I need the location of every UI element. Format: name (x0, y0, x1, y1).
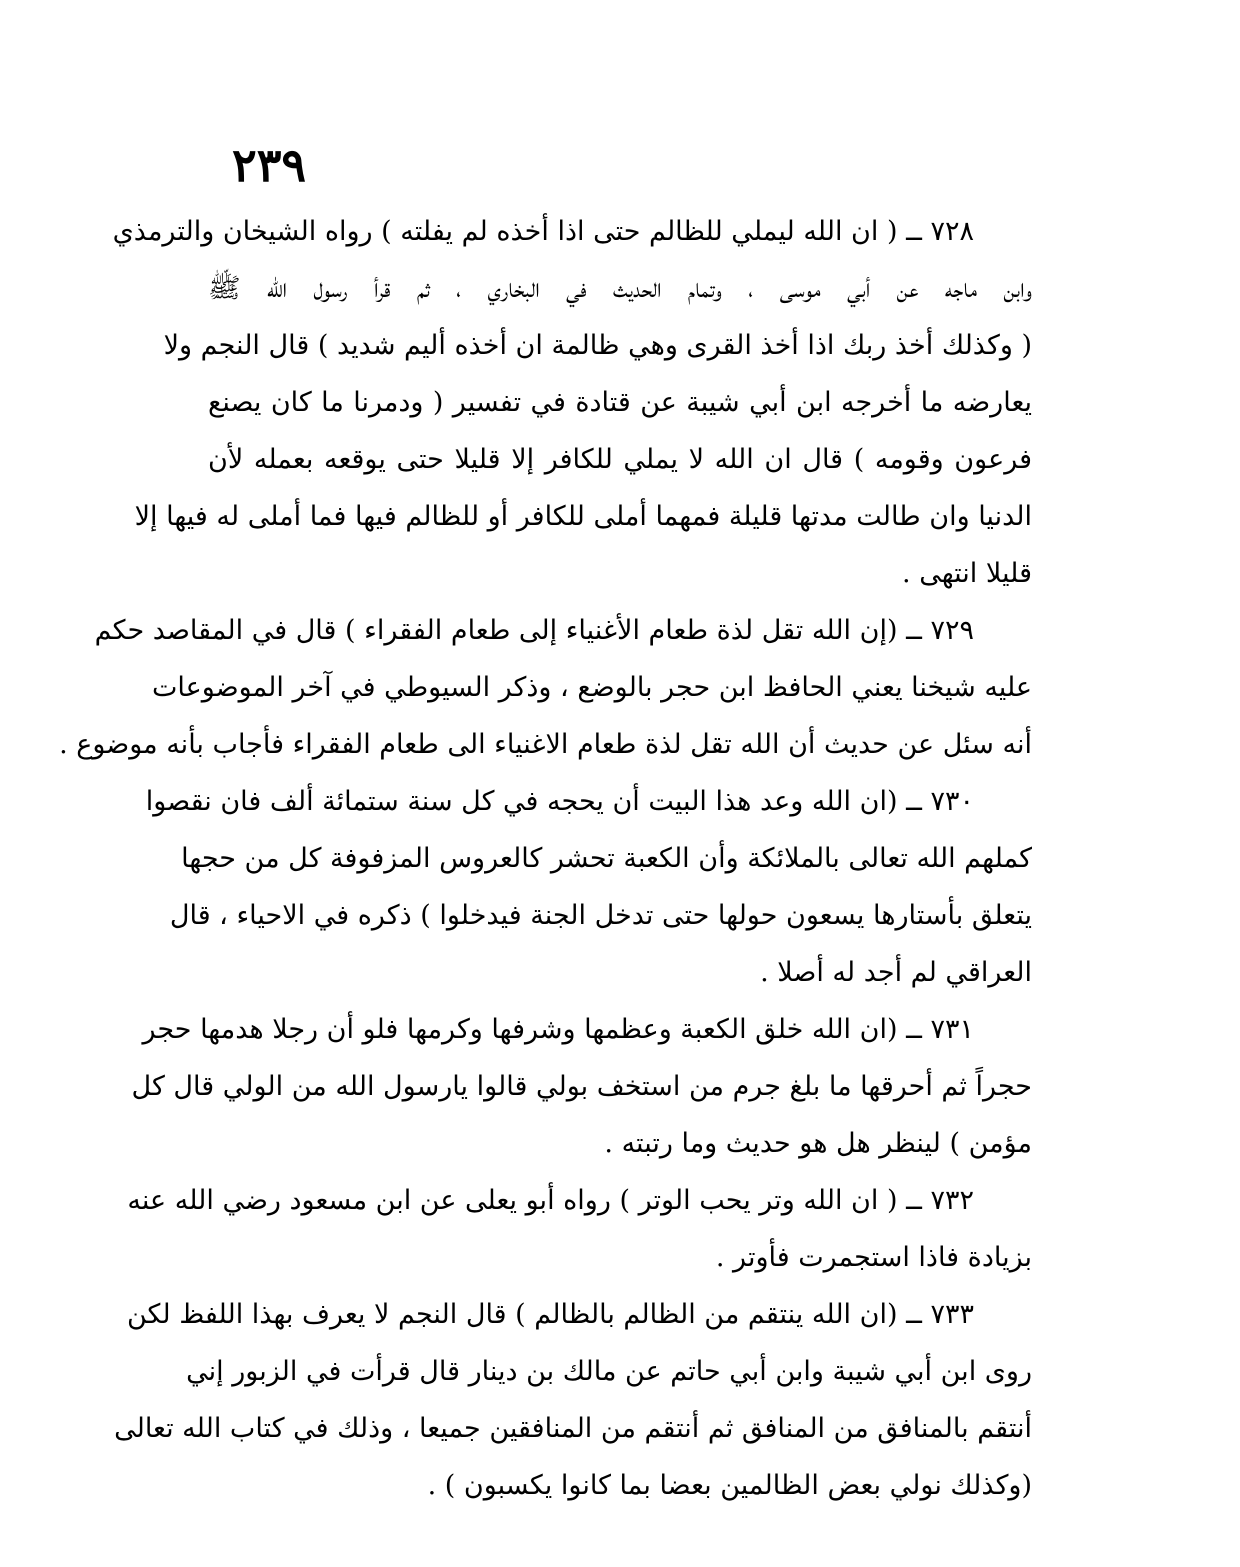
text-line: العراقي لم أجد له أصلا . (760, 957, 1032, 988)
page-number: ٢٣٩ (232, 138, 307, 192)
text-line: أنتقم بالمنافق من المنافق ثم أنتقم من المنافقين جميعا ، وذلك في كتاب الله تعالى (114, 1413, 1032, 1444)
text-line: ( وكذلك أخذ ربك اذا أخذ القرى وهي ظالمة ان أخذه أليم شديد ) قال النجم ولا (163, 330, 1032, 361)
text-line: روى ابن أبي شيبة وابن أبي حاتم عن مالك بن دينار قال قرأت في الزبور إني (186, 1356, 1032, 1387)
text-line: كملهم الله تعالى بالملائكة وأن الكعبة تحشر كالعروس المزفوفة كل من حجها (181, 843, 1032, 874)
text-line: أنه سئل عن حديث أن الله تقل لذة طعام الاغنياء الى طعام الفقراء فأجاب بأنه موضوع . (59, 729, 1032, 760)
text-line: ٧٣٠ ــ (ان الله وعد هذا البيت أن يحجه في كل سنة ستمائة ألف فان نقصوا (145, 786, 974, 817)
text-line: عليه شيخنا يعني الحافظ ابن حجر بالوضع ، وذكر السيوطي في آخر الموضوعات (152, 672, 1032, 703)
text-line: ٧٣٢ ــ ( ان الله وتر يحب الوتر ) رواه أبو يعلى عن ابن مسعود رضي الله عنه (127, 1185, 974, 1216)
text-line: يتعلق بأستارها يسعون حولها حتى تدخل الجنة فيدخلوا ) ذكره في الاحياء ، قال (169, 900, 1032, 931)
text-line: يعارضه ما أخرجه ابن أبي شيبة عن قتادة في تفسير ( ودمرنا ما كان يصنع (208, 387, 1032, 418)
text-line: بزيادة فاذا استجمرت فأوتر . (715, 1242, 1032, 1273)
text-line: (وكذلك نولي بعض الظالمين بعضا بما كانوا يكسبون ) . (427, 1470, 1032, 1501)
text-line: مؤمن ) لينظر هل هو حديث وما رتبته . (604, 1128, 1032, 1159)
text-line: ٧٣٣ ــ (ان الله ينتقم من الظالم بالظالم ) قال النجم لا يعرف بهذا اللفظ لكن (126, 1299, 974, 1330)
text-line: ٧٢٩ ــ (إن الله تقل لذة طعام الأغنياء إلى طعام الفقراء ) قال في المقاصد حكم (94, 615, 974, 646)
body-text (59, 203, 1032, 1514)
text-line: ٧٢٨ ــ ( ان الله ليملي للظالم حتى اذا أخذه لم يفلته ) رواه الشيخان والترمذي (112, 216, 974, 247)
text-line: الدنيا وان طالت مدتها قليلة فمهما أملى للكافر أو للظالم فيها فما أملى له فيها إلا (134, 501, 1032, 532)
text-line: وابن ماجه عن أبي موسى ، وتمام الحديث في البخاري ، ثم قرأ رسول الله ﷺ (208, 273, 1032, 304)
text-line: فرعون وقومه ) قال ان الله لا يملي للكافر إلا قليلا حتى يوقعه بعمله لأن (208, 444, 1032, 475)
text-line: حجراً ثم أحرقها ما بلغ جرم من استخف بولي قالوا يارسول الله من الولي قال كل (131, 1071, 1032, 1102)
text-line: ٧٣١ ــ (ان الله خلق الكعبة وعظمها وشرفها وكرمها فلو أن رجلا هدمها حجر (142, 1014, 974, 1045)
text-line: قليلا انتهى . (902, 558, 1032, 589)
